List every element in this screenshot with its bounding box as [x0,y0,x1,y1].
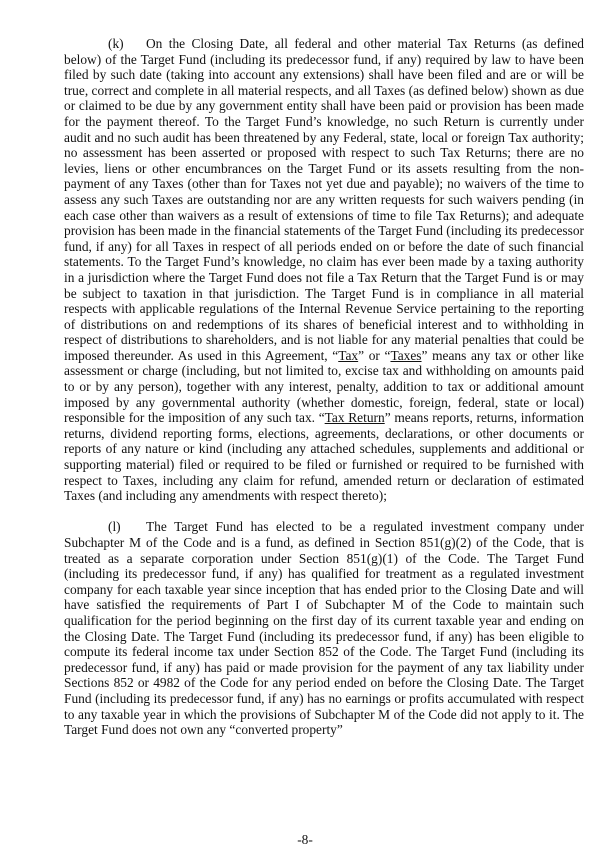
document-page [64,36,584,738]
page-number: -8- [297,832,313,847]
paragraph-label: (k) [108,36,124,51]
paragraph-k [64,36,584,504]
paragraph-text: ” means any tax or other like assessment or charge (including, but not limited to, excise tax and withholding on amounts paid to or by any person), together with any interest, penalty, addition to tax or additional amount imposed by any governmental authority (whether domestic, foreign, federal, state or local) responsible for the imposition of any such tax. “ [64,347,584,426]
paragraph-text: ” or “ [358,347,391,363]
defined-term-taxes: Taxes [390,347,422,363]
paragraph-text: ” means reports, returns, information returns, dividend reporting forms, elections, agreements, declarations, or other documents or reports of any nature or kind (including any attached schedules, supplements and additional or supporting material) filed or required to be filed or furnished or required to be furnished with respect to Taxes, including any claim for refund, amended return or declaration of estimated Taxes (and including any amendments with respect thereto); [64,410,584,504]
paragraph-label: (l) [108,519,121,535]
paragraph-text: On the Closing Date, all federal and other material Tax Returns (as defined below) of the Target Fund (including its predecessor fund, if any) required by law to have been filed by such date (taking into account any extensions) shall have been filed and are or will be true, correct and complete in all material respects, and all Taxes (as defined below) shown as due or claimed to be due by any government entity shall have been paid or provision has been made for the payment thereof. To the Target Fund’s knowledge, no such Return is currently under audit and no such audit has been threatened by any Federal, state, local or foreign Tax authority; no assessment has been asserted or proposed with respect to such Tax Returns; there are no levies, liens or other encumbrances on the Target Fund or its assets resulting from the non-payment of any Taxes (other than for Taxes not yet due and payable); no waivers of the time to assess any such Taxes are outstanding nor are any written requests for such waivers pending (in each case other than waivers as a result of extensions of time to file Tax Returns); and adequate provision has been made in the financial statements of the Target Fund (including its predecessor fund, if any) for all Taxes in respect of all periods ended on or before the date of such financial statements. To the Target Fund’s knowledge, no claim has ever been made by a taxing authority in a jurisdiction where the Target Fund does not file a Tax Return that the Target Fund is or may be subject to taxation in that jurisdiction. The Target Fund is in compliance in all material respects with applicable regulations of the Internal Revenue Service pertaining to the reporting of distributions on and redemptions of its shares of beneficial interest and to withholding in respect of distributions to shareholders, and is not liable for any material penalties that could be imposed thereunder. As used in this Agreement, “ [64,36,584,363]
paragraph-text: The Target Fund has elected to be a regulated investment company under Subchapter M of the Code and is a fund, as defined in Section 851(g)(2) of the Code, that is treated as a separate corporation under Section 851(g)(1) of the Code. The Target Fund (including its predecessor fund, if any) has qualified for treatment as a regulated investment company for each taxable year since inception that has ended prior to the Closing Date and will have satisfied the requirements of Part I of Subchapter M of the Code to maintain such qualification for the period beginning on the first day of its current taxable year and ending on the Closing Date. The Target Fund (including its predecessor fund, if any) has been eligible to compute its federal income tax under Section 852 of the Code. The Target Fund (including its predecessor fund, if any) has paid or made provision for the payment of any tax liability under Sections 852 or 4982 of the Code for any period ended on before the Closing Date. The Target Fund (including its predecessor fund, if any) has no earnings or profits accumulated with respect to any taxable year in which the provisions of Subchapter M of the Code did not apply to it. The Target Fund does not own any “converted property” [64,519,584,738]
defined-term-tax-return: Tax Return [324,410,385,426]
defined-term-tax: Tax [338,347,359,363]
paragraph-l [64,519,584,737]
